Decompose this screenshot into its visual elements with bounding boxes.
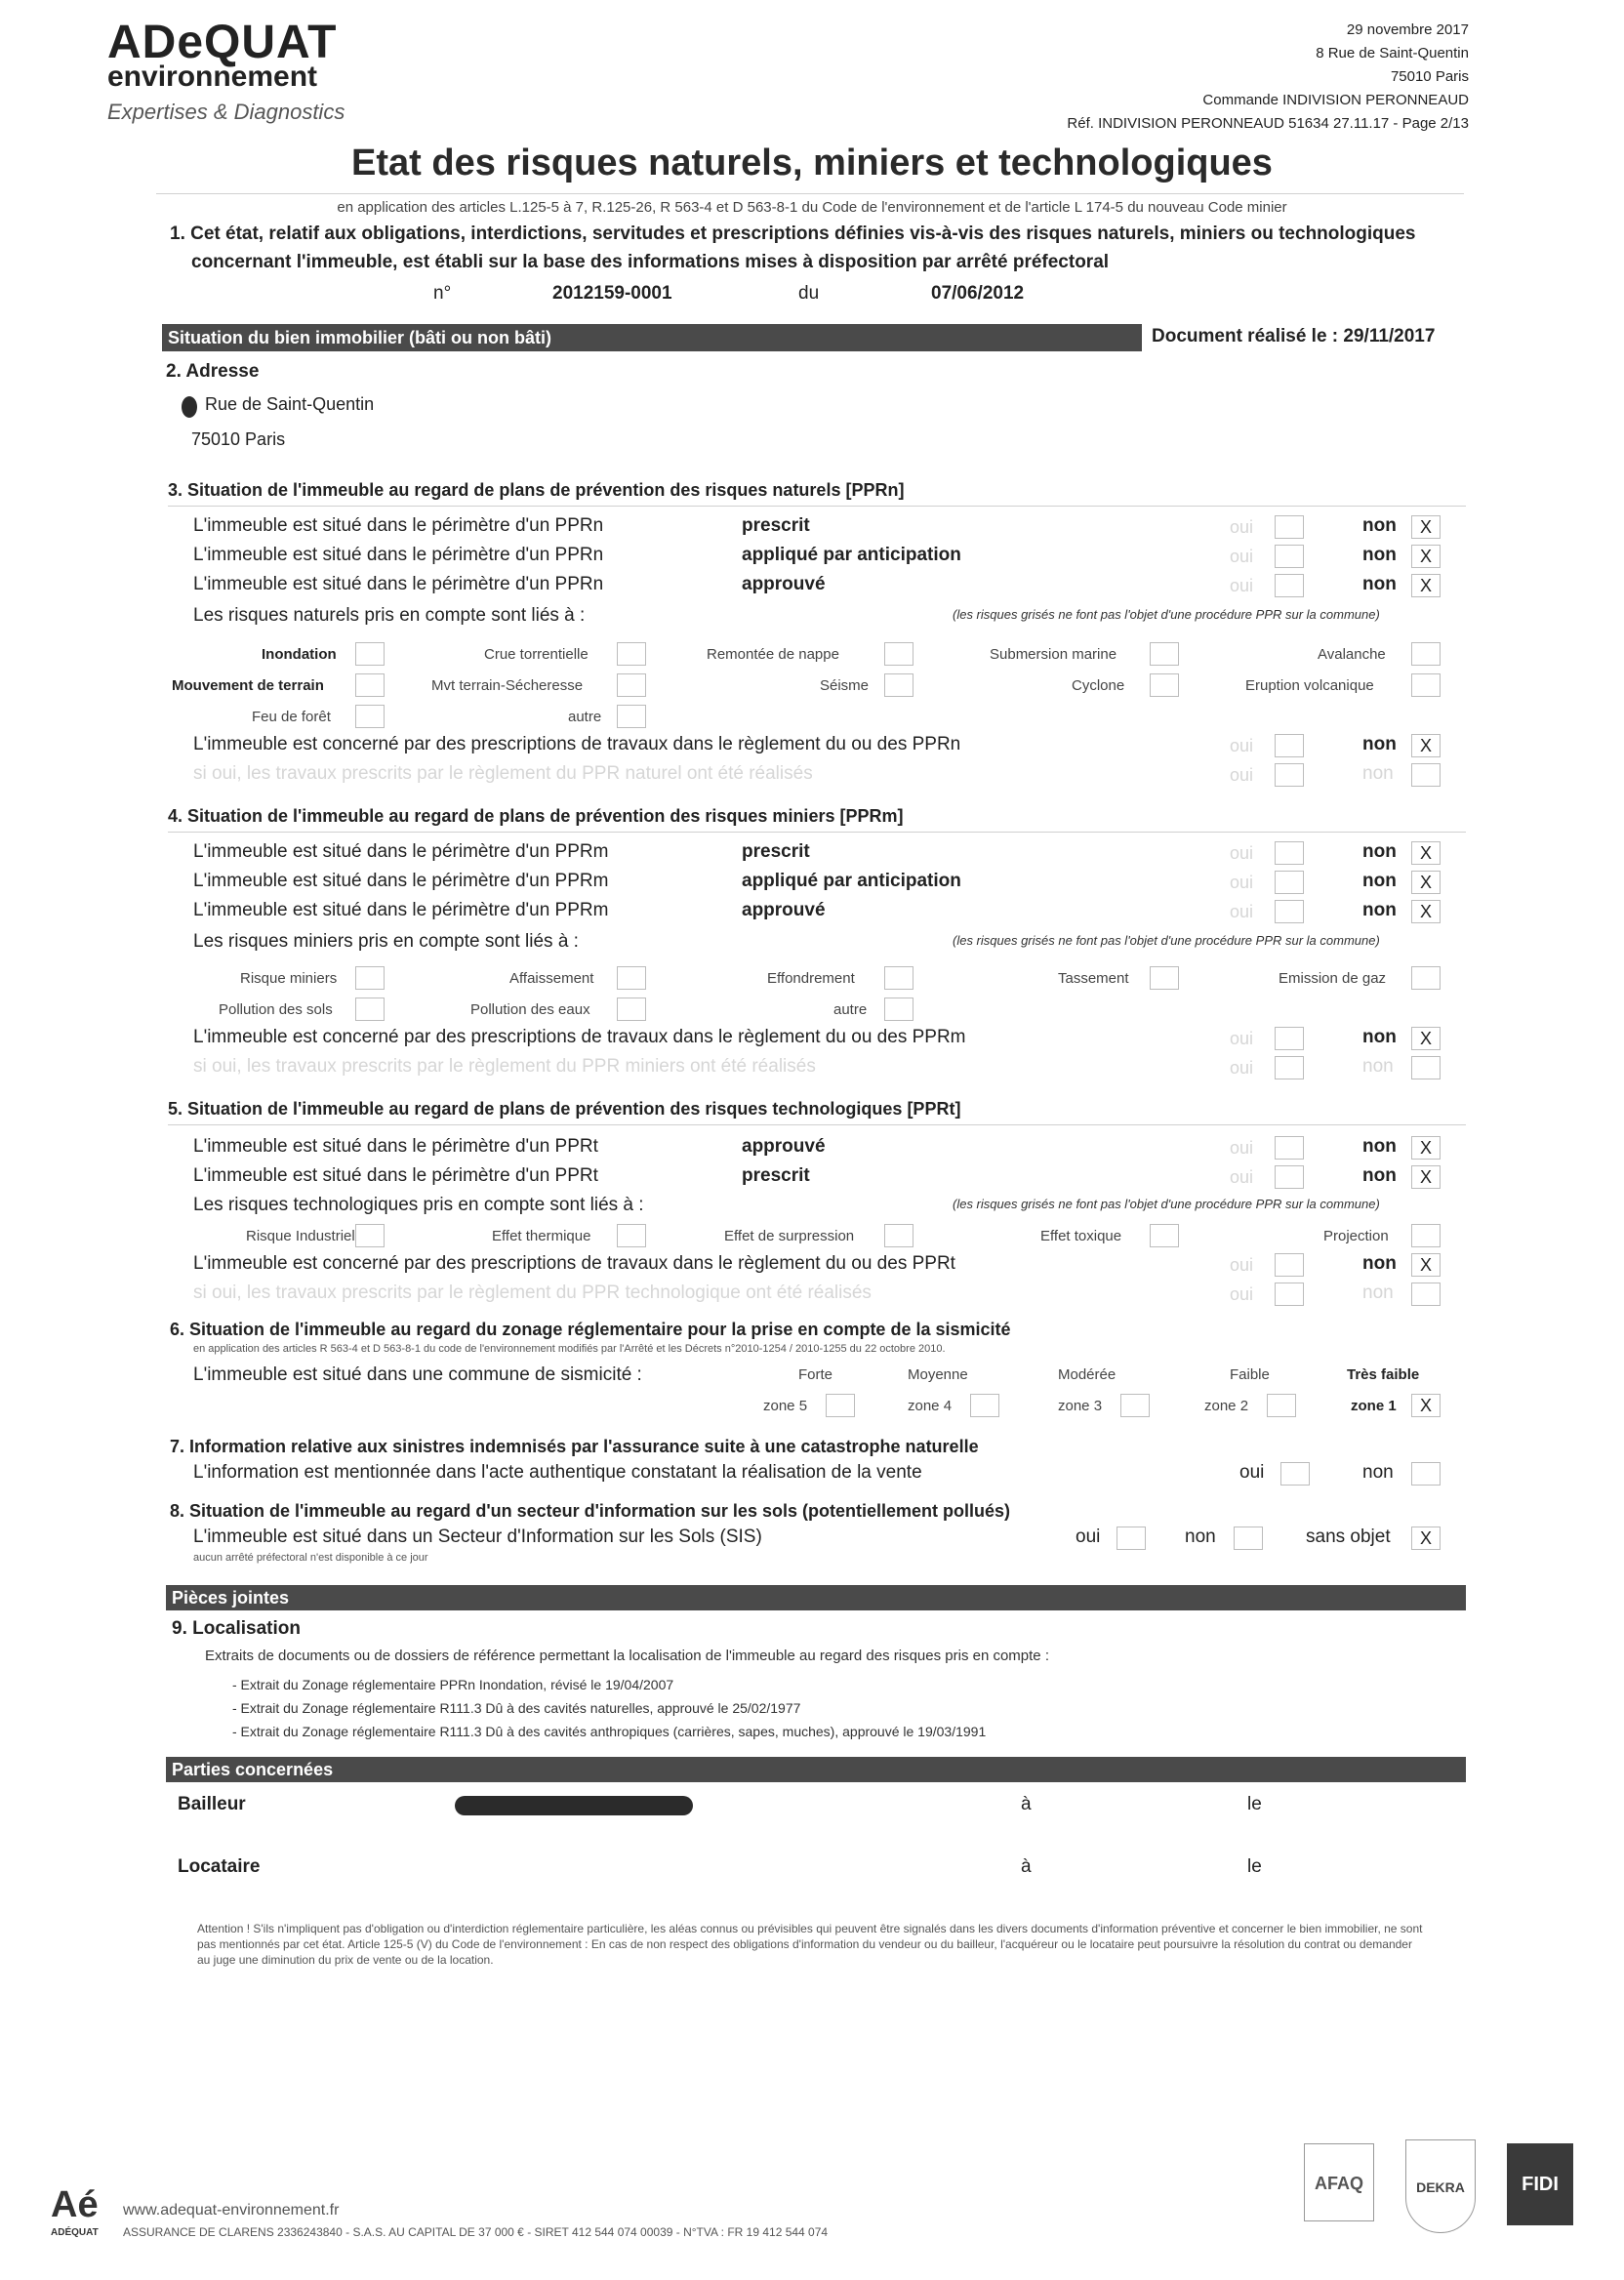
non-checkbox-checked[interactable]: X	[1411, 1253, 1441, 1277]
redaction-mark	[182, 396, 197, 418]
risk-effondrement: Effondrement	[767, 970, 855, 987]
oui-checkbox[interactable]	[1275, 545, 1304, 568]
catnat-heading: 7. Information relative aux sinistres indemnisés par l'assurance suite à une catastrophe naturelle	[170, 1437, 979, 1456]
pprt-row-label: L'immeuble est situé dans le périmètre d'un PPRt	[193, 1136, 598, 1157]
afaq-logo: AFAQ	[1304, 2143, 1374, 2221]
pprm-risks-label: Les risques miniers pris en compte sont liés à :	[193, 931, 579, 952]
catnat-non: non	[1362, 1462, 1394, 1483]
pprn-works-label: L'immeuble est concerné par des prescriptions de travaux dans le règlement du ou des PPRn	[193, 734, 961, 754]
pprt-works-label: L'immeuble est concerné par des prescriptions de travaux dans le règlement du ou des PPRt	[193, 1253, 955, 1274]
localisation-item: - Extrait du Zonage réglementaire R111.3 Dû à des cavités anthropiques (carrières, sapes, muches), approuvé le 19/03/1991	[232, 1724, 987, 1739]
non-checkbox-checked[interactable]: X	[1411, 545, 1441, 568]
risk-checkbox[interactable]	[1411, 673, 1441, 697]
brand-tagline: Expertises & Diagnostics	[107, 100, 345, 124]
seismic-level-faible: Faible	[1230, 1366, 1270, 1383]
non-checkbox-checked[interactable]: X	[1411, 1027, 1441, 1050]
pprn-row-label: L'immeuble est situé dans le périmètre d'un PPRn	[193, 574, 604, 594]
risk-checkbox[interactable]	[884, 642, 914, 666]
risk-mouvement: Mouvement de terrain	[172, 677, 324, 694]
sis-sans-objet-checkbox-checked[interactable]: X	[1411, 1527, 1441, 1550]
non-checkbox-checked[interactable]: X	[1411, 515, 1441, 539]
seismic-zone-2: zone 2	[1204, 1398, 1249, 1414]
pprm-risk-note: (les risques grisés ne font pas l'objet d'une procédure PPR sur la commune)	[953, 933, 1380, 948]
non-label: non	[1362, 900, 1397, 920]
zone-checkbox[interactable]	[826, 1394, 855, 1417]
header-date: 29 novembre 2017	[1346, 21, 1469, 38]
pprm-row-label: L'immeuble est situé dans le périmètre d'un PPRm	[193, 841, 609, 862]
non-label: non	[1362, 1056, 1394, 1077]
seismic-heading: 6. Situation de l'immeuble au regard du zonage réglementaire pour la prise en compte de la sismicité	[170, 1320, 1011, 1339]
oui-checkbox[interactable]	[1275, 1056, 1304, 1079]
oui-label: oui	[1230, 736, 1254, 755]
catnat-label: L'information est mentionnée dans l'acte authentique constatant la réalisation de la vente	[193, 1462, 922, 1483]
oui-label: oui	[1230, 902, 1254, 921]
pprt-works-done: si oui, les travaux prescrits par le règlement du PPR technologique ont été réalisés	[193, 1282, 872, 1303]
non-checkbox-checked[interactable]: X	[1411, 574, 1441, 597]
risk-checkbox[interactable]	[355, 998, 385, 1021]
locataire-le: le	[1247, 1856, 1262, 1877]
seismic-label: L'immeuble est situé dans une commune de sismicité :	[193, 1364, 642, 1385]
sis-note: aucun arrêté préfectoral n'est disponible à ce jour	[193, 1552, 428, 1564]
pprn-row-status: prescrit	[742, 515, 810, 536]
non-checkbox-checked[interactable]: X	[1411, 1165, 1441, 1189]
localisation-item: - Extrait du Zonage réglementaire R111.3 Dû à des cavités naturelles, approuvé le 25/02/1977	[232, 1700, 801, 1716]
pprn-row-label: L'immeuble est situé dans le périmètre d'un PPRn	[193, 545, 604, 565]
bailleur-label: Bailleur	[178, 1794, 246, 1814]
oui-label: oui	[1230, 1058, 1254, 1078]
non-label: non	[1362, 871, 1397, 891]
risk-thermique: Effet thermique	[492, 1228, 591, 1244]
oui-label: oui	[1230, 517, 1254, 537]
oui-label: oui	[1230, 1284, 1254, 1304]
non-label: non	[1362, 1027, 1397, 1047]
seismic-zone-3: zone 3	[1058, 1398, 1103, 1414]
oui-label: oui	[1230, 576, 1254, 595]
risk-emission-gaz: Emission de gaz	[1279, 970, 1387, 987]
oui-checkbox[interactable]	[1275, 1027, 1304, 1050]
decree-du-value: 07/06/2012	[931, 283, 1025, 304]
address-heading: 2. Adresse	[166, 361, 260, 382]
risk-nappe: Remontée de nappe	[707, 646, 839, 663]
non-label: non	[1362, 841, 1397, 862]
risk-inondation: Inondation	[262, 646, 337, 663]
pprn-works-done: si oui, les travaux prescrits par le règlement du PPR naturel ont été réalisés	[193, 763, 813, 784]
risk-industriel: Risque Industriel	[246, 1228, 355, 1244]
non-checkbox[interactable]	[1411, 763, 1441, 787]
oui-checkbox[interactable]	[1275, 1282, 1304, 1306]
non-label: non	[1362, 515, 1397, 536]
risk-pollution-sols: Pollution des sols	[219, 1001, 333, 1018]
oui-label: oui	[1230, 1138, 1254, 1158]
seismic-level-forte: Forte	[798, 1366, 833, 1383]
pprn-row-status: appliqué par anticipation	[742, 545, 961, 565]
risk-cyclone: Cyclone	[1072, 677, 1125, 694]
oui-label: oui	[1230, 547, 1254, 566]
oui-checkbox[interactable]	[1275, 763, 1304, 787]
address-street: Rue de Saint-Quentin	[205, 394, 375, 414]
footer-website[interactable]: www.adequat-environnement.fr	[123, 2202, 340, 2219]
pprt-row-status: prescrit	[742, 1165, 810, 1186]
risk-checkbox[interactable]	[1411, 966, 1441, 990]
zone-checkbox[interactable]	[970, 1394, 999, 1417]
section1-line1: 1. Cet état, relatif aux obligations, interdictions, servitudes et prescriptions définies vis-à-vis des risques naturels, miniers ou technologiques	[170, 224, 1416, 244]
risk-checkbox[interactable]	[884, 966, 914, 990]
document-date: Document réalisé le : 29/11/2017	[1152, 326, 1436, 346]
risk-toxique: Effet toxique	[1040, 1228, 1122, 1244]
risk-eruption: Eruption volcanique	[1245, 677, 1374, 694]
oui-label: oui	[1230, 1255, 1254, 1275]
catnat-oui: oui	[1239, 1462, 1265, 1483]
risk-checkbox[interactable]	[1150, 673, 1179, 697]
oui-checkbox[interactable]	[1275, 515, 1304, 539]
non-label: non	[1362, 1282, 1394, 1303]
attention-note: Attention ! S'ils n'impliquent pas d'obligation ou d'interdiction réglementaire particulière, les aléas connus ou prévisibles qui peuvent être signalés dans les divers documents d'information préventive et concerner le bien immobilier, ne sont pas mentionnés par cet état. Article 125-5 (V) du Code de l'environnement : En cas de non respect des obligations d'information du vendeur ou du bailleur, l'acquéreur ou le locataire peut poursuivre la résolution du contrat ou demander au juge une diminution du prix de vente ou de la location.	[197, 1922, 1423, 1967]
sis-label: L'immeuble est situé dans un Secteur d'Information sur les Sols (SIS)	[193, 1527, 762, 1547]
risk-feu: Feu de forêt	[252, 709, 331, 725]
pprt-row-status: approuvé	[742, 1136, 826, 1157]
non-checkbox-checked[interactable]: X	[1411, 871, 1441, 894]
risk-checkbox[interactable]	[1411, 1224, 1441, 1247]
pprt-heading: 5. Situation de l'immeuble au regard de plans de prévention des risques technologiques [PPRt]	[168, 1099, 961, 1119]
non-label: non	[1362, 574, 1397, 594]
risk-checkbox[interactable]	[1150, 966, 1179, 990]
non-label: non	[1362, 734, 1397, 754]
risk-crue: Crue torrentielle	[484, 646, 589, 663]
pprn-row-label: L'immeuble est situé dans le périmètre d'un PPRn	[193, 515, 604, 536]
pprn-heading: 3. Situation de l'immeuble au regard de plans de prévention des risques naturels [PPRn]	[168, 480, 905, 500]
address-city: 75010 Paris	[191, 429, 286, 449]
brand-logo-line2: environnement	[107, 61, 318, 93]
locataire-label: Locataire	[178, 1856, 261, 1877]
section1-line2: concernant l'immeuble, est établi sur la base des informations mises à disposition par arrêté préfectoral	[191, 252, 1110, 272]
risk-checkbox[interactable]	[617, 642, 646, 666]
risk-checkbox[interactable]	[355, 1224, 385, 1247]
risk-avalanche: Avalanche	[1318, 646, 1386, 663]
risk-checkbox[interactable]	[355, 705, 385, 728]
zone-1-checkbox-checked[interactable]: X	[1411, 1394, 1441, 1417]
risk-checkbox[interactable]	[884, 998, 914, 1021]
decree-no-value: 2012159-0001	[552, 283, 672, 304]
risk-checkbox[interactable]	[1150, 1224, 1179, 1247]
risk-checkbox[interactable]	[355, 673, 385, 697]
risk-tassement: Tassement	[1058, 970, 1129, 987]
risk-secheresse: Mvt terrain-Sécheresse	[431, 677, 584, 694]
header-address2: 75010 Paris	[1390, 68, 1469, 85]
pprm-works-done: si oui, les travaux prescrits par le règlement du PPR miniers ont été réalisés	[193, 1056, 816, 1077]
decree-du-label: du	[798, 283, 820, 304]
pprt-row-label: L'immeuble est situé dans le périmètre d'un PPRt	[193, 1165, 598, 1186]
oui-label: oui	[1230, 1167, 1254, 1187]
localisation-item: - Extrait du Zonage réglementaire PPRn Inondation, révisé le 19/04/2007	[232, 1677, 674, 1692]
locataire-a: à	[1021, 1856, 1032, 1877]
sis-oui: oui	[1076, 1527, 1101, 1547]
risk-submersion: Submersion marine	[990, 646, 1117, 663]
risk-miniers: Risque miniers	[240, 970, 338, 987]
risk-checkbox[interactable]	[355, 966, 385, 990]
risk-checkbox[interactable]	[355, 642, 385, 666]
zone-checkbox[interactable]	[1120, 1394, 1150, 1417]
pprm-row-status: approuvé	[742, 900, 826, 920]
pprm-row-label: L'immeuble est situé dans le périmètre d'un PPRm	[193, 871, 609, 891]
catnat-non-checkbox[interactable]	[1411, 1462, 1441, 1486]
seismic-level-moyenne: Moyenne	[908, 1366, 968, 1383]
oui-checkbox[interactable]	[1275, 734, 1304, 757]
parties-bar: Parties concernées	[166, 1757, 1466, 1782]
oui-checkbox[interactable]	[1275, 1136, 1304, 1160]
header-order: Commande INDIVISION PERONNEAUD	[1202, 92, 1469, 108]
risk-projection: Projection	[1323, 1228, 1389, 1244]
decree-no-label: n°	[433, 283, 452, 304]
bailleur-a: à	[1021, 1794, 1032, 1814]
oui-checkbox[interactable]	[1275, 1165, 1304, 1189]
oui-checkbox[interactable]	[1275, 574, 1304, 597]
oui-label: oui	[1230, 843, 1254, 863]
seismic-zone-4: zone 4	[908, 1398, 953, 1414]
pprm-row-status: prescrit	[742, 841, 810, 862]
non-label: non	[1362, 1136, 1397, 1157]
non-label: non	[1362, 545, 1397, 565]
risk-checkbox[interactable]	[1411, 642, 1441, 666]
footer-logo-small: Aé	[51, 2184, 99, 2225]
header-reference: Réf. INDIVISION PERONNEAUD 51634 27.11.17 - Page 2/13	[1067, 115, 1469, 132]
brand-logo-line1: ADeQUAT	[107, 17, 338, 68]
dekra-logo: DEKRA	[1405, 2139, 1476, 2233]
risk-autre: autre	[568, 709, 602, 725]
risk-surpression: Effet de surpression	[724, 1228, 855, 1244]
seismic-zone-1: zone 1	[1351, 1398, 1397, 1414]
bailleur-le: le	[1247, 1794, 1262, 1814]
situation-bar: Situation du bien immobilier (bâti ou non bâti)	[162, 324, 1142, 351]
non-checkbox-checked[interactable]: X	[1411, 734, 1441, 757]
pprt-risk-note: (les risques grisés ne font pas l'objet d'une procédure PPR sur la commune)	[953, 1197, 1380, 1211]
risk-checkbox[interactable]	[884, 1224, 914, 1247]
seismic-zone-5: zone 5	[763, 1398, 808, 1414]
risk-checkbox[interactable]	[1150, 642, 1179, 666]
zone-checkbox[interactable]	[1267, 1394, 1296, 1417]
page-title: Etat des risques naturels, miniers et technologiques	[351, 142, 1273, 183]
sis-non: non	[1185, 1527, 1216, 1547]
risk-checkbox[interactable]	[617, 705, 646, 728]
risk-checkbox[interactable]	[617, 966, 646, 990]
fidi-logo: FIDI	[1507, 2143, 1573, 2225]
page-subtitle: en application des articles L.125-5 à 7, R.125-26, R 563-4 et D 563-8-1 du Code de l'environnement et de l'article L 174-5 du nouveau Code minier	[337, 199, 1287, 216]
risk-checkbox[interactable]	[617, 1224, 646, 1247]
seismic-level-moderee: Modérée	[1058, 1366, 1116, 1383]
catnat-oui-checkbox[interactable]	[1280, 1462, 1310, 1486]
risk-pollution-eaux: Pollution des eaux	[470, 1001, 590, 1018]
sis-oui-checkbox[interactable]	[1116, 1527, 1146, 1550]
risk-seisme: Séisme	[820, 677, 870, 694]
risk-affaissement: Affaissement	[509, 970, 594, 987]
non-checkbox-checked[interactable]: X	[1411, 841, 1441, 865]
sis-heading: 8. Situation de l'immeuble au regard d'un secteur d'information sur les sols (potentiellement pollués)	[170, 1501, 1010, 1521]
localisation-intro: Extraits de documents ou de dossiers de référence permettant la localisation de l'immeuble au regard des risques pris en compte :	[205, 1648, 1049, 1664]
pprm-heading: 4. Situation de l'immeuble au regard de plans de prévention des risques miniers [PPRm]	[168, 806, 904, 826]
localisation-heading: 9. Localisation	[172, 1618, 301, 1639]
seismic-note: en application des articles R 563-4 et D 563-8-1 du code de l'environnement modifiés par l'Arrêté et les Décrets n°2010-1254 / 2010-1255 du 22 octobre 2010.	[193, 1343, 946, 1355]
oui-checkbox[interactable]	[1275, 1253, 1304, 1277]
non-checkbox-checked[interactable]: X	[1411, 900, 1441, 923]
oui-checkbox[interactable]	[1275, 900, 1304, 923]
pprn-risks-label: Les risques naturels pris en compte sont liés à :	[193, 605, 586, 626]
oui-label: oui	[1230, 765, 1254, 785]
pieces-bar: Pièces jointes	[166, 1585, 1466, 1610]
oui-label: oui	[1230, 1029, 1254, 1048]
non-checkbox-checked[interactable]: X	[1411, 1136, 1441, 1160]
pprn-row-status: approuvé	[742, 574, 826, 594]
risk-checkbox[interactable]	[617, 673, 646, 697]
risk-autre: autre	[833, 1001, 868, 1018]
footer-legal: ASSURANCE DE CLARENS 2336243840 - S.A.S. AU CAPITAL DE 37 000 € - SIRET 412 544 074 00039 - N°TVA : FR 19 412 544 074	[123, 2225, 829, 2239]
oui-label: oui	[1230, 873, 1254, 892]
pprm-works-label: L'immeuble est concerné par des prescriptions de travaux dans le règlement du ou des PPRm	[193, 1027, 966, 1047]
pprt-risks-label: Les risques technologiques pris en compte sont liés à :	[193, 1195, 644, 1215]
bailleur-redaction	[455, 1796, 693, 1815]
risk-checkbox[interactable]	[617, 998, 646, 1021]
pprn-risk-note: (les risques grisés ne font pas l'objet d'une procédure PPR sur la commune)	[953, 607, 1380, 622]
header-address1: 8 Rue de Saint-Quentin	[1316, 45, 1469, 61]
oui-checkbox[interactable]	[1275, 841, 1304, 865]
seismic-level-tres-faible: Très faible	[1347, 1366, 1420, 1383]
sis-non-checkbox[interactable]	[1234, 1527, 1263, 1550]
sis-sans-objet: sans objet	[1306, 1527, 1391, 1547]
risk-checkbox[interactable]	[884, 673, 914, 697]
non-label: non	[1362, 1253, 1397, 1274]
non-label: non	[1362, 763, 1394, 784]
non-checkbox[interactable]	[1411, 1056, 1441, 1079]
footer-logo-small-sub: ADÉQUAT	[51, 2227, 99, 2238]
non-checkbox[interactable]	[1411, 1282, 1441, 1306]
oui-checkbox[interactable]	[1275, 871, 1304, 894]
non-label: non	[1362, 1165, 1397, 1186]
pprm-row-label: L'immeuble est situé dans le périmètre d'un PPRm	[193, 900, 609, 920]
pprm-row-status: appliqué par anticipation	[742, 871, 961, 891]
